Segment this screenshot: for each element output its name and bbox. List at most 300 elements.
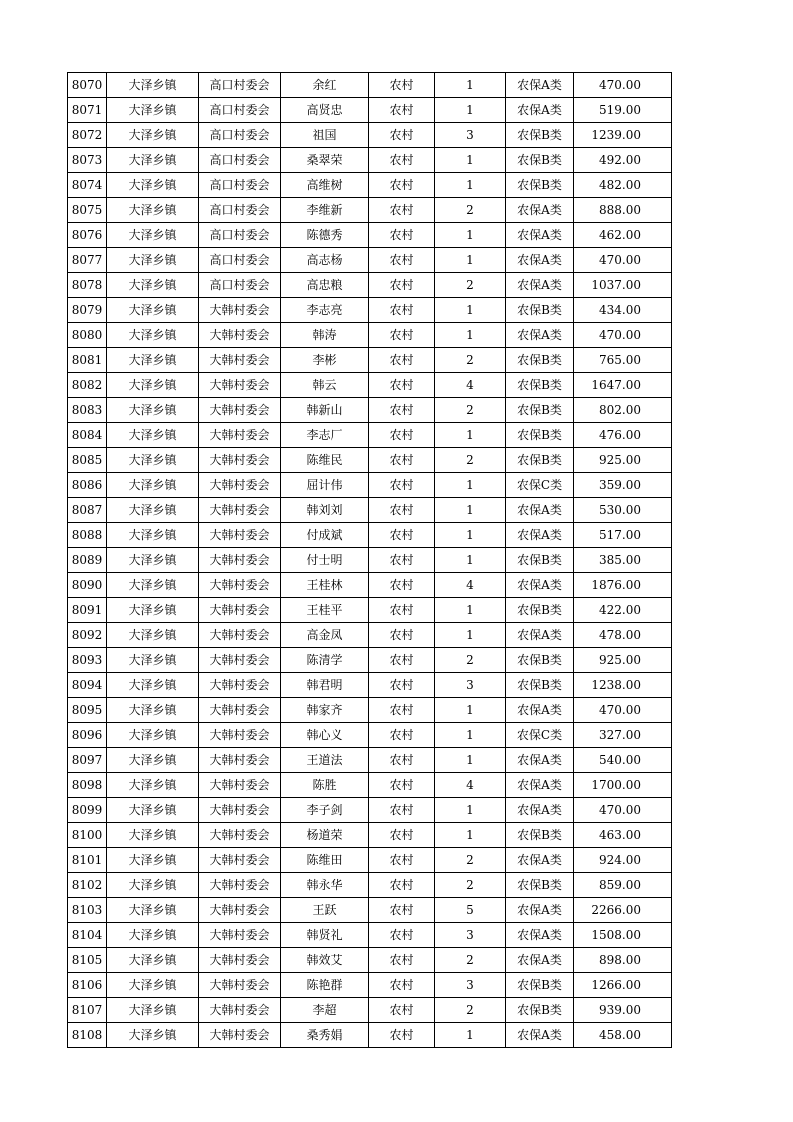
amount-cell: 1266.00 [574,973,672,998]
amount-cell: 359.00 [574,473,672,498]
serial-cell: 8083 [68,398,107,423]
township-cell: 大泽乡镇 [107,948,199,973]
table-row [68,948,672,973]
household-size-cell: 2 [435,448,506,473]
name-cell: 韩贤礼 [281,923,369,948]
household-size-cell: 2 [435,398,506,423]
serial-cell: 8088 [68,523,107,548]
township-cell: 大泽乡镇 [107,773,199,798]
township-cell: 大泽乡镇 [107,248,199,273]
village-committee-cell: 大韩村委会 [199,948,281,973]
area-type-cell: 农村 [369,598,435,623]
amount-cell: 385.00 [574,548,672,573]
name-cell: 桑秀娟 [281,1023,369,1048]
township-cell: 大泽乡镇 [107,998,199,1023]
name-cell: 韩心义 [281,723,369,748]
category-cell: 农保A类 [506,748,574,773]
township-cell: 大泽乡镇 [107,573,199,598]
area-type-cell: 农村 [369,873,435,898]
category-cell: 农保C类 [506,723,574,748]
amount-cell: 517.00 [574,523,672,548]
household-size-cell: 1 [435,798,506,823]
village-committee-cell: 大韩村委会 [199,448,281,473]
township-cell: 大泽乡镇 [107,798,199,823]
name-cell: 王桂林 [281,573,369,598]
serial-cell: 8084 [68,423,107,448]
table-row [68,348,672,373]
serial-cell: 8092 [68,623,107,648]
household-size-cell: 2 [435,273,506,298]
table-row [68,248,672,273]
category-cell: 农保B类 [506,123,574,148]
serial-cell: 8095 [68,698,107,723]
name-cell: 祖国 [281,123,369,148]
serial-cell: 8079 [68,298,107,323]
township-cell: 大泽乡镇 [107,348,199,373]
table-row [68,373,672,398]
village-committee-cell: 大韩村委会 [199,348,281,373]
category-cell: 农保A类 [506,698,574,723]
serial-cell: 8074 [68,173,107,198]
area-type-cell: 农村 [369,548,435,573]
category-cell: 农保A类 [506,848,574,873]
table-row [68,98,672,123]
name-cell: 桑翠荣 [281,148,369,173]
name-cell: 韩效艾 [281,948,369,973]
name-cell: 陈胜 [281,773,369,798]
household-size-cell: 4 [435,573,506,598]
serial-cell: 8096 [68,723,107,748]
township-cell: 大泽乡镇 [107,973,199,998]
village-committee-cell: 高口村委会 [199,223,281,248]
table-body [68,73,672,1048]
category-cell: 农保A类 [506,498,574,523]
category-cell: 农保B类 [506,148,574,173]
table-row [68,823,672,848]
household-size-cell: 1 [435,723,506,748]
serial-cell: 8080 [68,323,107,348]
area-type-cell: 农村 [369,1023,435,1048]
amount-cell: 1508.00 [574,923,672,948]
records-table [67,72,672,1048]
name-cell: 高忠粮 [281,273,369,298]
village-committee-cell: 大韩村委会 [199,873,281,898]
category-cell: 农保B类 [506,298,574,323]
serial-cell: 8073 [68,148,107,173]
serial-cell: 8101 [68,848,107,873]
category-cell: 农保A类 [506,898,574,923]
table-row [68,173,672,198]
amount-cell: 1238.00 [574,673,672,698]
category-cell: 农保A类 [506,798,574,823]
category-cell: 农保B类 [506,348,574,373]
serial-cell: 8100 [68,823,107,848]
name-cell: 韩家齐 [281,698,369,723]
amount-cell: 470.00 [574,798,672,823]
area-type-cell: 农村 [369,298,435,323]
area-type-cell: 农村 [369,198,435,223]
category-cell: 农保B类 [506,598,574,623]
name-cell: 陈维民 [281,448,369,473]
amount-cell: 470.00 [574,698,672,723]
serial-cell: 8072 [68,123,107,148]
amount-cell: 1647.00 [574,373,672,398]
category-cell: 农保A类 [506,273,574,298]
village-committee-cell: 大韩村委会 [199,898,281,923]
amount-cell: 939.00 [574,998,672,1023]
township-cell: 大泽乡镇 [107,723,199,748]
category-cell: 农保A类 [506,523,574,548]
amount-cell: 470.00 [574,248,672,273]
serial-cell: 8094 [68,673,107,698]
category-cell: 农保B类 [506,548,574,573]
category-cell: 农保A类 [506,623,574,648]
amount-cell: 470.00 [574,73,672,98]
table-row [68,898,672,923]
township-cell: 大泽乡镇 [107,373,199,398]
township-cell: 大泽乡镇 [107,73,199,98]
serial-cell: 8098 [68,773,107,798]
name-cell: 付士明 [281,548,369,573]
township-cell: 大泽乡镇 [107,548,199,573]
area-type-cell: 农村 [369,973,435,998]
name-cell: 高志杨 [281,248,369,273]
township-cell: 大泽乡镇 [107,523,199,548]
household-size-cell: 1 [435,548,506,573]
village-committee-cell: 大韩村委会 [199,373,281,398]
household-size-cell: 4 [435,773,506,798]
township-cell: 大泽乡镇 [107,698,199,723]
village-committee-cell: 大韩村委会 [199,648,281,673]
name-cell: 韩云 [281,373,369,398]
serial-cell: 8087 [68,498,107,523]
area-type-cell: 农村 [369,323,435,348]
category-cell: 农保A类 [506,198,574,223]
name-cell: 屈计伟 [281,473,369,498]
table-row [68,623,672,648]
area-type-cell: 农村 [369,673,435,698]
township-cell: 大泽乡镇 [107,148,199,173]
household-size-cell: 1 [435,598,506,623]
area-type-cell: 农村 [369,423,435,448]
name-cell: 韩君明 [281,673,369,698]
serial-cell: 8071 [68,98,107,123]
township-cell: 大泽乡镇 [107,273,199,298]
village-committee-cell: 大韩村委会 [199,523,281,548]
amount-cell: 422.00 [574,598,672,623]
household-size-cell: 1 [435,148,506,173]
household-size-cell: 1 [435,823,506,848]
township-cell: 大泽乡镇 [107,648,199,673]
township-cell: 大泽乡镇 [107,223,199,248]
name-cell: 高维树 [281,173,369,198]
name-cell: 王道法 [281,748,369,773]
household-size-cell: 3 [435,123,506,148]
household-size-cell: 2 [435,948,506,973]
household-size-cell: 1 [435,73,506,98]
name-cell: 高金凤 [281,623,369,648]
category-cell: 农保B类 [506,973,574,998]
area-type-cell: 农村 [369,123,435,148]
household-size-cell: 1 [435,498,506,523]
category-cell: 农保A类 [506,98,574,123]
area-type-cell: 农村 [369,748,435,773]
village-committee-cell: 大韩村委会 [199,398,281,423]
household-size-cell: 1 [435,248,506,273]
table-row [68,323,672,348]
household-size-cell: 2 [435,198,506,223]
household-size-cell: 1 [435,1023,506,1048]
amount-cell: 925.00 [574,648,672,673]
household-size-cell: 1 [435,223,506,248]
table-row [68,873,672,898]
name-cell: 韩涛 [281,323,369,348]
name-cell: 李子剑 [281,798,369,823]
household-size-cell: 2 [435,648,506,673]
amount-cell: 898.00 [574,948,672,973]
village-committee-cell: 大韩村委会 [199,573,281,598]
village-committee-cell: 大韩村委会 [199,323,281,348]
household-size-cell: 1 [435,298,506,323]
township-cell: 大泽乡镇 [107,873,199,898]
household-size-cell: 1 [435,698,506,723]
category-cell: 农保A类 [506,773,574,798]
village-committee-cell: 大韩村委会 [199,423,281,448]
name-cell: 高贤忠 [281,98,369,123]
serial-cell: 8097 [68,748,107,773]
household-size-cell: 1 [435,623,506,648]
amount-cell: 476.00 [574,423,672,448]
village-committee-cell: 大韩村委会 [199,823,281,848]
amount-cell: 1239.00 [574,123,672,148]
village-committee-cell: 大韩村委会 [199,598,281,623]
area-type-cell: 农村 [369,823,435,848]
township-cell: 大泽乡镇 [107,1023,199,1048]
village-committee-cell: 大韩村委会 [199,623,281,648]
village-committee-cell: 高口村委会 [199,123,281,148]
township-cell: 大泽乡镇 [107,173,199,198]
table-row [68,648,672,673]
township-cell: 大泽乡镇 [107,923,199,948]
name-cell: 李维新 [281,198,369,223]
area-type-cell: 农村 [369,223,435,248]
amount-cell: 434.00 [574,298,672,323]
village-committee-cell: 大韩村委会 [199,698,281,723]
serial-cell: 8091 [68,598,107,623]
area-type-cell: 农村 [369,923,435,948]
village-committee-cell: 大韩村委会 [199,848,281,873]
household-size-cell: 4 [435,373,506,398]
village-committee-cell: 高口村委会 [199,73,281,98]
category-cell: 农保B类 [506,648,574,673]
amount-cell: 470.00 [574,323,672,348]
area-type-cell: 农村 [369,148,435,173]
area-type-cell: 农村 [369,573,435,598]
township-cell: 大泽乡镇 [107,898,199,923]
table-row [68,1023,672,1048]
table-row [68,523,672,548]
category-cell: 农保C类 [506,473,574,498]
area-type-cell: 农村 [369,373,435,398]
category-cell: 农保B类 [506,448,574,473]
name-cell: 陈艳群 [281,973,369,998]
amount-cell: 540.00 [574,748,672,773]
serial-cell: 8082 [68,373,107,398]
household-size-cell: 2 [435,348,506,373]
township-cell: 大泽乡镇 [107,423,199,448]
name-cell: 韩刘刘 [281,498,369,523]
amount-cell: 458.00 [574,1023,672,1048]
serial-cell: 8070 [68,73,107,98]
name-cell: 王桂平 [281,598,369,623]
household-size-cell: 2 [435,873,506,898]
name-cell: 余红 [281,73,369,98]
area-type-cell: 农村 [369,398,435,423]
area-type-cell: 农村 [369,273,435,298]
serial-cell: 8104 [68,923,107,948]
village-committee-cell: 大韩村委会 [199,923,281,948]
category-cell: 农保A类 [506,1023,574,1048]
amount-cell: 463.00 [574,823,672,848]
village-committee-cell: 高口村委会 [199,98,281,123]
household-size-cell: 3 [435,673,506,698]
village-committee-cell: 大韩村委会 [199,673,281,698]
household-size-cell: 1 [435,423,506,448]
serial-cell: 8085 [68,448,107,473]
township-cell: 大泽乡镇 [107,498,199,523]
name-cell: 付成斌 [281,523,369,548]
table-row [68,398,672,423]
category-cell: 农保B类 [506,373,574,398]
serial-cell: 8089 [68,548,107,573]
area-type-cell: 农村 [369,698,435,723]
area-type-cell: 农村 [369,773,435,798]
serial-cell: 8105 [68,948,107,973]
table-row [68,498,672,523]
category-cell: 农保B类 [506,423,574,448]
name-cell: 李志厂 [281,423,369,448]
category-cell: 农保A类 [506,948,574,973]
area-type-cell: 农村 [369,898,435,923]
household-size-cell: 1 [435,523,506,548]
table-row [68,448,672,473]
table-row [68,773,672,798]
serial-cell: 8076 [68,223,107,248]
name-cell: 杨道荣 [281,823,369,848]
household-size-cell: 2 [435,848,506,873]
name-cell: 李彬 [281,348,369,373]
serial-cell: 8093 [68,648,107,673]
village-committee-cell: 大韩村委会 [199,498,281,523]
township-cell: 大泽乡镇 [107,598,199,623]
table-row [68,798,672,823]
amount-cell: 859.00 [574,873,672,898]
table-row [68,123,672,148]
area-type-cell: 农村 [369,798,435,823]
amount-cell: 888.00 [574,198,672,223]
category-cell: 农保A类 [506,223,574,248]
area-type-cell: 农村 [369,73,435,98]
table-row [68,473,672,498]
household-size-cell: 3 [435,923,506,948]
village-committee-cell: 大韩村委会 [199,973,281,998]
category-cell: 农保B类 [506,873,574,898]
township-cell: 大泽乡镇 [107,98,199,123]
village-committee-cell: 大韩村委会 [199,473,281,498]
amount-cell: 478.00 [574,623,672,648]
table-row [68,548,672,573]
name-cell: 李志亮 [281,298,369,323]
area-type-cell: 农村 [369,848,435,873]
township-cell: 大泽乡镇 [107,673,199,698]
amount-cell: 925.00 [574,448,672,473]
table-row [68,723,672,748]
township-cell: 大泽乡镇 [107,398,199,423]
household-size-cell: 1 [435,748,506,773]
serial-cell: 8103 [68,898,107,923]
township-cell: 大泽乡镇 [107,823,199,848]
amount-cell: 492.00 [574,148,672,173]
household-size-cell: 2 [435,998,506,1023]
amount-cell: 1037.00 [574,273,672,298]
amount-cell: 482.00 [574,173,672,198]
household-size-cell: 1 [435,98,506,123]
household-size-cell: 3 [435,973,506,998]
area-type-cell: 农村 [369,998,435,1023]
village-committee-cell: 大韩村委会 [199,773,281,798]
village-committee-cell: 高口村委会 [199,273,281,298]
table-row [68,573,672,598]
village-committee-cell: 大韩村委会 [199,298,281,323]
serial-cell: 8102 [68,873,107,898]
serial-cell: 8078 [68,273,107,298]
name-cell: 王跃 [281,898,369,923]
area-type-cell: 农村 [369,623,435,648]
township-cell: 大泽乡镇 [107,298,199,323]
table-row [68,848,672,873]
name-cell: 韩永华 [281,873,369,898]
area-type-cell: 农村 [369,98,435,123]
amount-cell: 1876.00 [574,573,672,598]
village-committee-cell: 大韩村委会 [199,723,281,748]
township-cell: 大泽乡镇 [107,748,199,773]
amount-cell: 2266.00 [574,898,672,923]
table-row [68,273,672,298]
table-row [68,973,672,998]
amount-cell: 462.00 [574,223,672,248]
township-cell: 大泽乡镇 [107,848,199,873]
category-cell: 农保A类 [506,73,574,98]
village-committee-cell: 高口村委会 [199,248,281,273]
area-type-cell: 农村 [369,948,435,973]
township-cell: 大泽乡镇 [107,448,199,473]
table-row [68,423,672,448]
township-cell: 大泽乡镇 [107,198,199,223]
table-row [68,598,672,623]
village-committee-cell: 大韩村委会 [199,548,281,573]
table-row [68,198,672,223]
household-size-cell: 1 [435,173,506,198]
category-cell: 农保A类 [506,248,574,273]
category-cell: 农保B类 [506,173,574,198]
amount-cell: 924.00 [574,848,672,873]
area-type-cell: 农村 [369,648,435,673]
category-cell: 农保A类 [506,923,574,948]
name-cell: 陈清学 [281,648,369,673]
serial-cell: 8108 [68,1023,107,1048]
township-cell: 大泽乡镇 [107,473,199,498]
area-type-cell: 农村 [369,523,435,548]
